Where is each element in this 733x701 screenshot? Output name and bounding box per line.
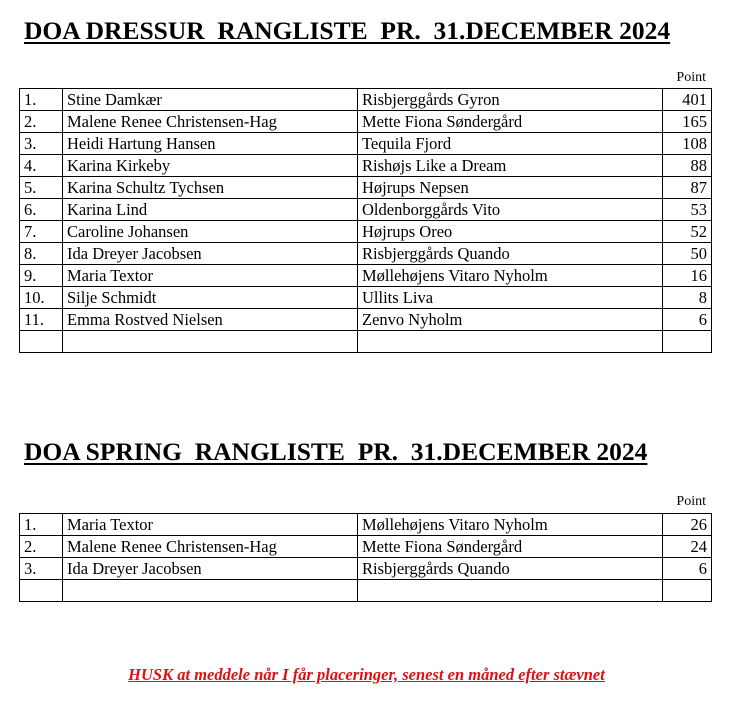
dressur-ranking-body — [20, 89, 712, 353]
spring-ranking-table — [19, 513, 712, 602]
rider-cell: Karina Schultz Tychsen — [63, 177, 358, 199]
place-cell: 5. — [20, 177, 63, 199]
rider-cell: Maria Textor — [63, 514, 358, 536]
place-cell — [20, 580, 63, 602]
spring-title: DOA SPRING RANGLISTE PR. 31.DECEMBER 2024 — [24, 437, 648, 466]
points-cell: 165 — [663, 111, 712, 133]
table-row — [20, 221, 712, 243]
rider-cell: Heidi Hartung Hansen — [63, 133, 358, 155]
table-row — [20, 133, 712, 155]
horse-cell: Risbjerggårds Quando — [358, 558, 663, 580]
place-cell: 7. — [20, 221, 63, 243]
rider-cell: Silje Schmidt — [63, 287, 358, 309]
rider-cell: Stine Damkær — [63, 89, 358, 111]
horse-cell: Mette Fiona Søndergård — [358, 536, 663, 558]
place-cell: 3. — [20, 558, 63, 580]
rider-cell: Caroline Johansen — [63, 221, 358, 243]
rider-cell — [63, 331, 358, 353]
points-cell: 50 — [663, 243, 712, 265]
horse-cell — [358, 331, 663, 353]
place-cell: 3. — [20, 133, 63, 155]
horse-cell: Møllehøjens Vitaro Nyholm — [358, 265, 663, 287]
table-row — [20, 558, 712, 580]
place-cell: 11. — [20, 309, 63, 331]
horse-cell: Zenvo Nyholm — [358, 309, 663, 331]
horse-cell: Oldenborggårds Vito — [358, 199, 663, 221]
points-cell: 88 — [663, 155, 712, 177]
horse-cell: Højrups Nepsen — [358, 177, 663, 199]
points-cell: 6 — [663, 309, 712, 331]
horse-cell: Risbjerggårds Quando — [358, 243, 663, 265]
spring-ranking-body — [20, 514, 712, 602]
table-row — [20, 111, 712, 133]
horse-cell: Mette Fiona Søndergård — [358, 111, 663, 133]
table-row — [20, 580, 712, 602]
table-row — [20, 243, 712, 265]
place-cell: 1. — [20, 514, 63, 536]
rider-cell: Emma Rostved Nielsen — [63, 309, 358, 331]
points-cell: 108 — [663, 133, 712, 155]
horse-cell: Risbjerggårds Gyron — [358, 89, 663, 111]
points-cell: 24 — [663, 536, 712, 558]
points-cell — [663, 580, 712, 602]
table-row — [20, 177, 712, 199]
table-row — [20, 89, 712, 111]
rider-cell: Maria Textor — [63, 265, 358, 287]
points-cell: 53 — [663, 199, 712, 221]
spring-point-header: Point — [676, 494, 706, 509]
points-cell: 401 — [663, 89, 712, 111]
table-row — [20, 287, 712, 309]
table-row — [20, 265, 712, 287]
place-cell: 9. — [20, 265, 63, 287]
place-cell: 6. — [20, 199, 63, 221]
place-cell: 2. — [20, 536, 63, 558]
table-row — [20, 514, 712, 536]
horse-cell: Højrups Oreo — [358, 221, 663, 243]
rider-cell: Karina Lind — [63, 199, 358, 221]
dressur-ranking-table — [19, 88, 712, 353]
rider-cell: Malene Renee Christensen-Hag — [63, 111, 358, 133]
dressur-title: DOA DRESSUR RANGLISTE PR. 31.DECEMBER 2024 — [24, 16, 671, 45]
place-cell: 1. — [20, 89, 63, 111]
place-cell: 2. — [20, 111, 63, 133]
horse-cell: Rishøjs Like a Dream — [358, 155, 663, 177]
table-row — [20, 309, 712, 331]
points-cell: 6 — [663, 558, 712, 580]
reminder-note: HUSK at meddele når I får placeringer, senest en måned efter stævnet — [128, 665, 605, 684]
points-cell — [663, 331, 712, 353]
place-cell — [20, 331, 63, 353]
rider-cell: Ida Dreyer Jacobsen — [63, 558, 358, 580]
rider-cell: Karina Kirkeby — [63, 155, 358, 177]
points-cell: 8 — [663, 287, 712, 309]
rider-cell: Ida Dreyer Jacobsen — [63, 243, 358, 265]
horse-cell: Ullits Liva — [358, 287, 663, 309]
points-cell: 52 — [663, 221, 712, 243]
rider-cell — [63, 580, 358, 602]
place-cell: 10. — [20, 287, 63, 309]
dressur-point-header: Point — [676, 70, 706, 85]
table-row — [20, 199, 712, 221]
table-row — [20, 331, 712, 353]
points-cell: 26 — [663, 514, 712, 536]
horse-cell: Møllehøjens Vitaro Nyholm — [358, 514, 663, 536]
points-cell: 16 — [663, 265, 712, 287]
table-row — [20, 536, 712, 558]
rider-cell: Malene Renee Christensen-Hag — [63, 536, 358, 558]
table-row — [20, 155, 712, 177]
points-cell: 87 — [663, 177, 712, 199]
horse-cell: Tequila Fjord — [358, 133, 663, 155]
horse-cell — [358, 580, 663, 602]
place-cell: 8. — [20, 243, 63, 265]
place-cell: 4. — [20, 155, 63, 177]
